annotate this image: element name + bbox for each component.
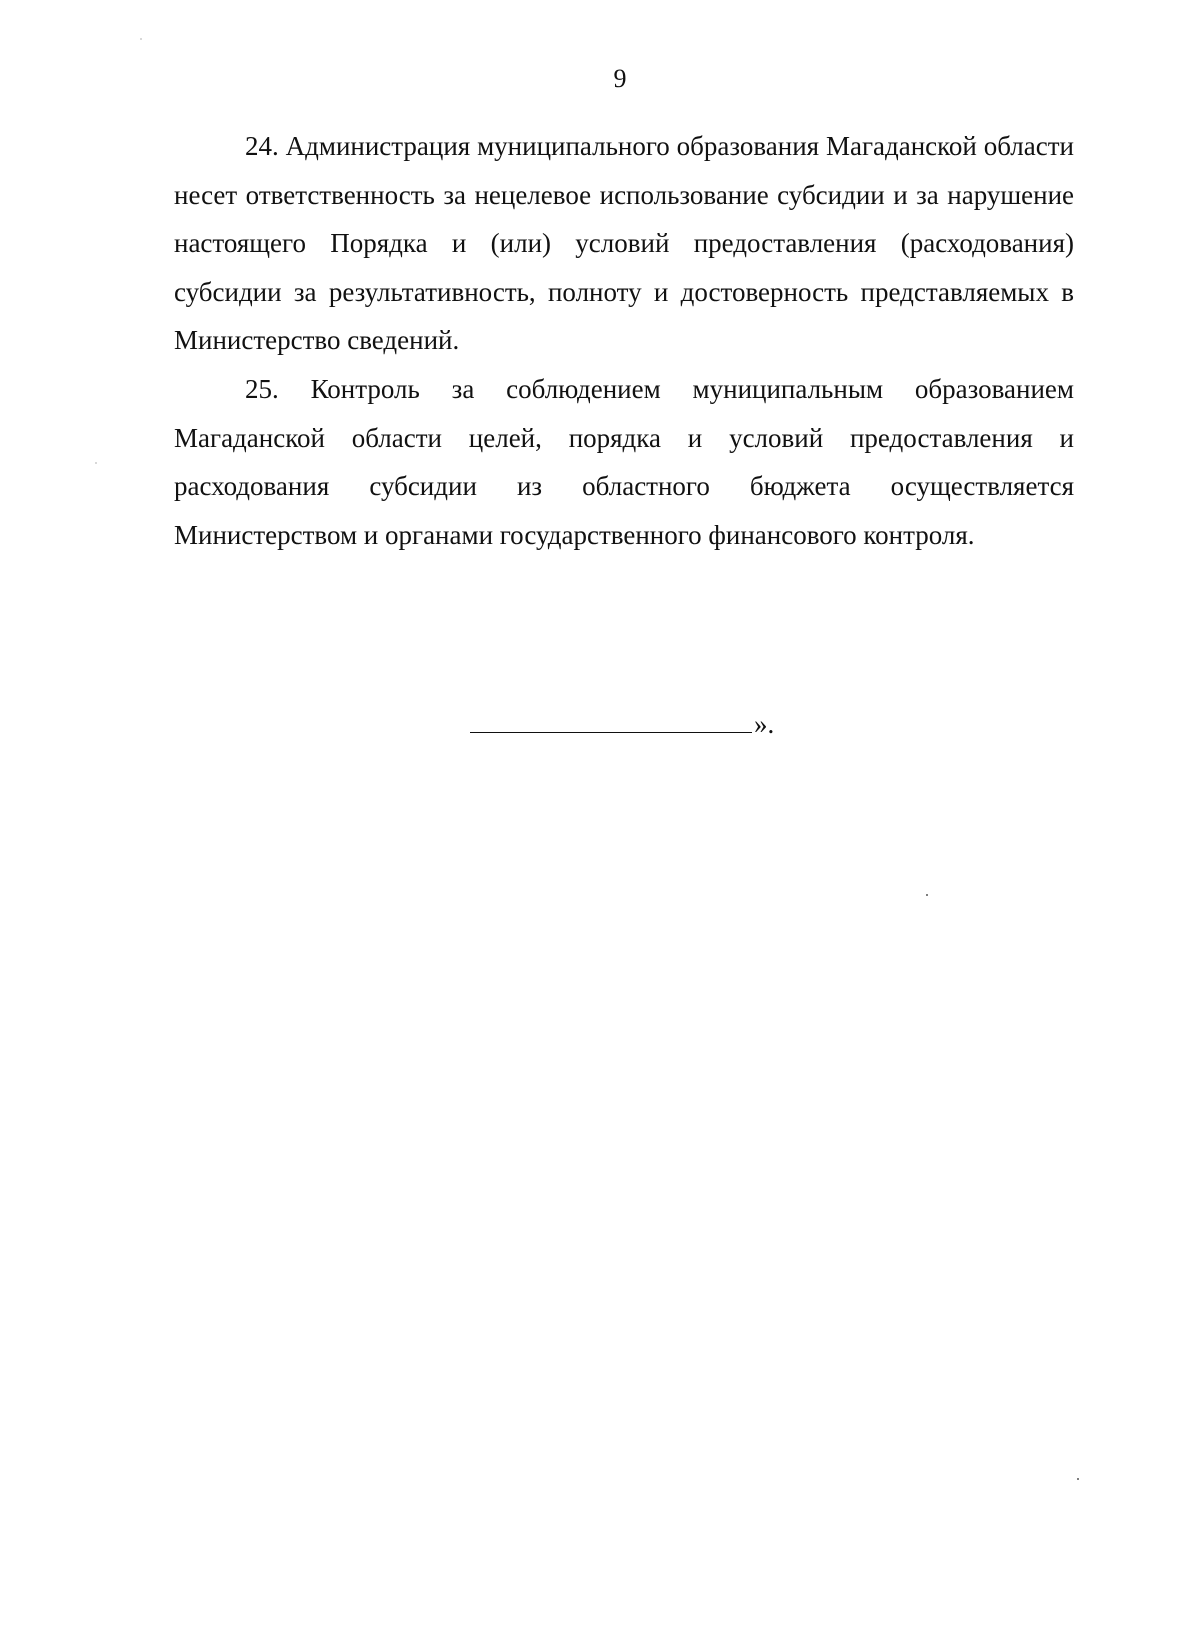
closing-quote-mark: ». (754, 709, 775, 739)
page-number: 9 (613, 64, 627, 93)
document-body (174, 122, 1074, 559)
scan-speck (95, 462, 97, 464)
separator-line (470, 708, 752, 733)
paragraph-25: 25. Контроль за соблюдением муниципальным образованием Магаданской области целей, порядка и условий предоставления и расходования субсидии из областного бюджета осуществляется Министерством и органами государственного финансового контроля. (174, 373, 1074, 550)
scan-speck (926, 894, 928, 896)
closing-separator (470, 708, 774, 739)
paragraph-24: 24. Администрация муниципального образования Магаданской области несет ответственность за нецелевое использование субсидии и за нарушение настоящего Порядка и (или) условий предоставления (расходования) субсидии за результативность, полноту и достоверность представляемых в Министерство сведений. (174, 131, 1074, 356)
scan-speck (140, 38, 142, 40)
scan-speck (1077, 1478, 1079, 1480)
